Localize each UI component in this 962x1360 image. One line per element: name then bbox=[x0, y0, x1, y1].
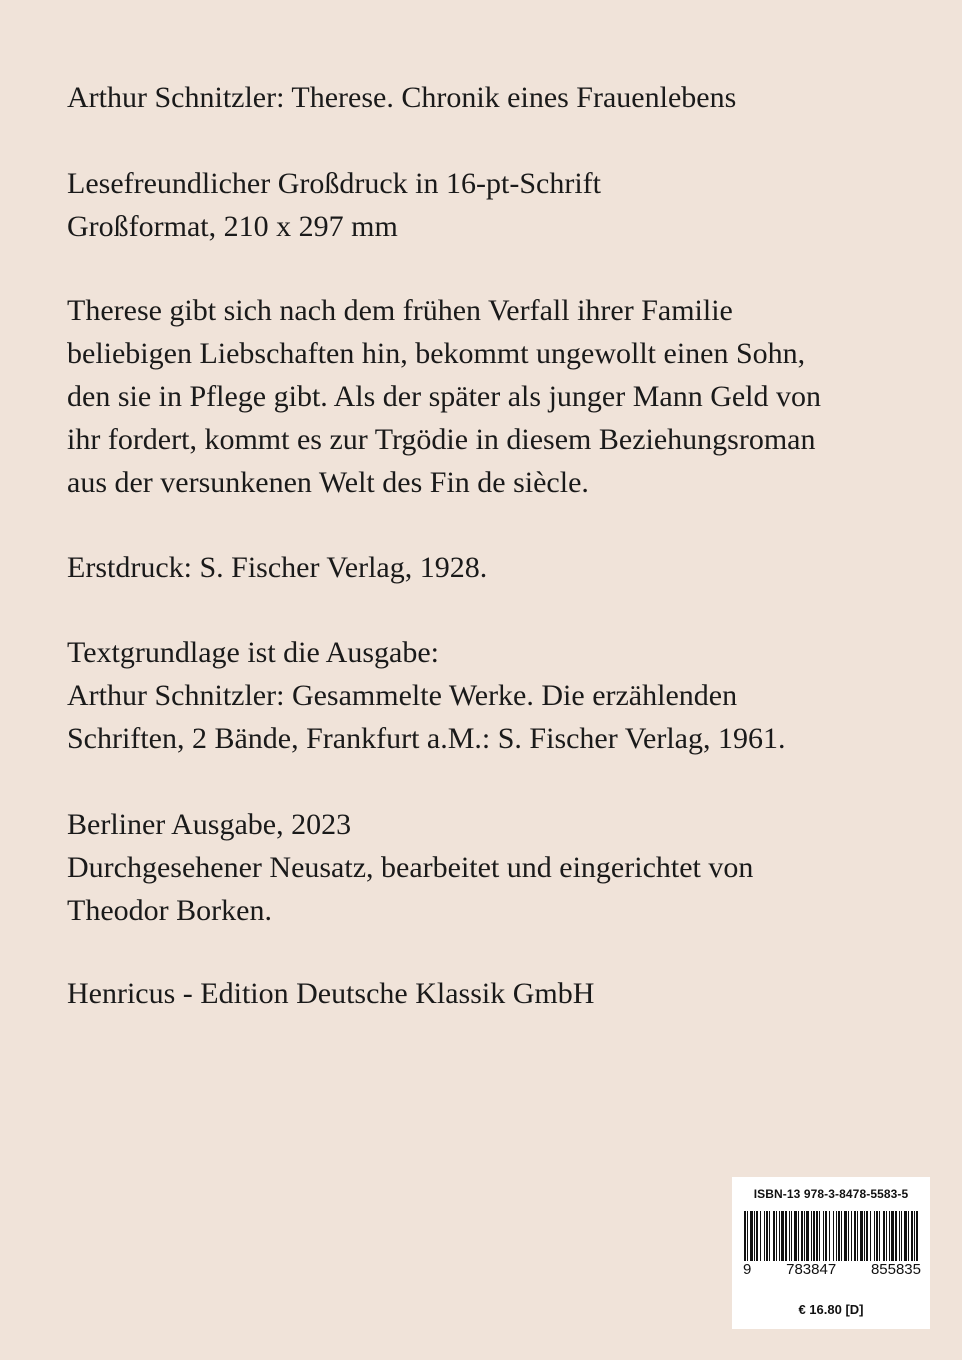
barcode-bar bbox=[756, 1211, 758, 1261]
barcode-bar bbox=[804, 1211, 805, 1261]
barcode-bar bbox=[844, 1211, 847, 1261]
barcode-bar bbox=[825, 1211, 827, 1261]
barcode-bar bbox=[819, 1211, 820, 1261]
barcode-bar bbox=[785, 1211, 787, 1261]
price-label: € 16.80 [D] bbox=[798, 1302, 864, 1317]
barcode-bar bbox=[789, 1211, 790, 1261]
barcode-digit-group: 855835 bbox=[870, 1261, 921, 1278]
barcode-bar bbox=[779, 1211, 780, 1261]
barcode-bar bbox=[811, 1211, 812, 1261]
first-print-info bbox=[67, 546, 927, 589]
barcode-bar bbox=[904, 1211, 907, 1261]
barcode-bar bbox=[816, 1211, 818, 1261]
blurb-paragraph bbox=[67, 289, 927, 504]
blurb-line: beliebigen Liebschaften hin, bekommt ungewollt einen Sohn, bbox=[67, 337, 806, 370]
barcode-bar bbox=[895, 1211, 897, 1261]
barcode-bar bbox=[794, 1211, 797, 1261]
edition-line: Theodor Borken. bbox=[67, 894, 272, 927]
edition-info bbox=[67, 803, 927, 932]
first-print-line: Erstdruck: S. Fischer Verlag, 1928. bbox=[67, 551, 488, 584]
barcode-bar bbox=[866, 1211, 868, 1261]
barcode-digit-group: 783847 bbox=[786, 1261, 837, 1278]
edition-line: Berliner Ausgabe, 2023 bbox=[67, 808, 352, 841]
barcode-bar bbox=[860, 1211, 863, 1261]
barcode-bar bbox=[838, 1211, 840, 1261]
barcode-bar bbox=[883, 1211, 885, 1261]
barcode-bar bbox=[857, 1211, 858, 1261]
publisher-info bbox=[67, 972, 927, 1015]
barcode-bar bbox=[899, 1211, 900, 1261]
barcode-bar bbox=[823, 1211, 824, 1261]
barcode-panel bbox=[732, 1177, 930, 1329]
barcode-bar bbox=[874, 1211, 875, 1261]
barcode-bar bbox=[848, 1211, 849, 1261]
source-line: Schriften, 2 Bände, Frankfurt a.M.: S. Fischer Verlag, 1961. bbox=[67, 722, 786, 755]
barcode-bar bbox=[886, 1211, 887, 1261]
barcode-bar bbox=[851, 1211, 852, 1261]
barcode-bar bbox=[876, 1211, 878, 1261]
barcode-bar bbox=[813, 1211, 815, 1261]
barcode-bar bbox=[908, 1211, 909, 1261]
format-info bbox=[67, 162, 927, 248]
barcode-digit-group: 9 bbox=[743, 1261, 752, 1278]
barcode-bar bbox=[773, 1211, 775, 1261]
blurb-line: ihr fordert, kommt es zur Trgödie in diesem Beziehungsroman bbox=[67, 423, 816, 456]
barcode-digits bbox=[742, 1261, 922, 1278]
barcode-bar bbox=[911, 1211, 913, 1261]
barcode-bar bbox=[889, 1211, 890, 1261]
barcode-bar bbox=[801, 1211, 803, 1261]
barcode-bar bbox=[841, 1211, 842, 1261]
barcode-bar bbox=[870, 1211, 871, 1261]
publisher-name: Henricus - Edition Deutsche Klassik GmbH bbox=[67, 977, 595, 1010]
barcode-bar bbox=[769, 1211, 770, 1261]
source-edition-info bbox=[67, 631, 927, 760]
barcode-bar bbox=[798, 1211, 799, 1261]
barcode-bar bbox=[781, 1211, 784, 1261]
blurb-line: Therese gibt sich nach dem frühen Verfall ihrer Familie bbox=[67, 294, 733, 327]
book-title: Arthur Schnitzler: Therese. Chronik eines Frauenlebens bbox=[67, 81, 737, 114]
source-line: Arthur Schnitzler: Gesammelte Werke. Die erzählenden bbox=[67, 679, 738, 712]
barcode-bar bbox=[854, 1211, 856, 1261]
barcode-bar bbox=[776, 1211, 777, 1261]
barcode-bar bbox=[879, 1211, 880, 1261]
book-title-line bbox=[67, 76, 927, 119]
barcode-bar bbox=[864, 1211, 865, 1261]
barcode-bar bbox=[901, 1211, 902, 1261]
format-line: Lesefreundlicher Großdruck in 16-pt-Schrift bbox=[67, 167, 601, 200]
format-line: Großformat, 210 x 297 mm bbox=[67, 210, 398, 243]
blurb-line: den sie in Pflege gibt. Als der später als junger Mann Geld von bbox=[67, 380, 822, 413]
barcode-bar bbox=[766, 1211, 768, 1261]
isbn-label: ISBN-13 978-3-8478-5583-5 bbox=[753, 1187, 909, 1201]
barcode-bar bbox=[806, 1211, 809, 1261]
barcode-bar bbox=[836, 1211, 837, 1261]
source-line: Textgrundlage ist die Ausgabe: bbox=[67, 636, 439, 669]
barcode-bar bbox=[764, 1211, 765, 1261]
barcode-bar bbox=[750, 1211, 753, 1261]
barcode-bar bbox=[760, 1211, 761, 1261]
barcode-bar bbox=[891, 1211, 894, 1261]
edition-line: Durchgesehener Neusatz, bearbeitet und eingerichtet von bbox=[67, 851, 754, 884]
barcode-bar bbox=[754, 1211, 755, 1261]
barcode-bar bbox=[791, 1211, 792, 1261]
blurb-line: aus der versunkenen Welt des Fin de siècle. bbox=[67, 466, 589, 499]
